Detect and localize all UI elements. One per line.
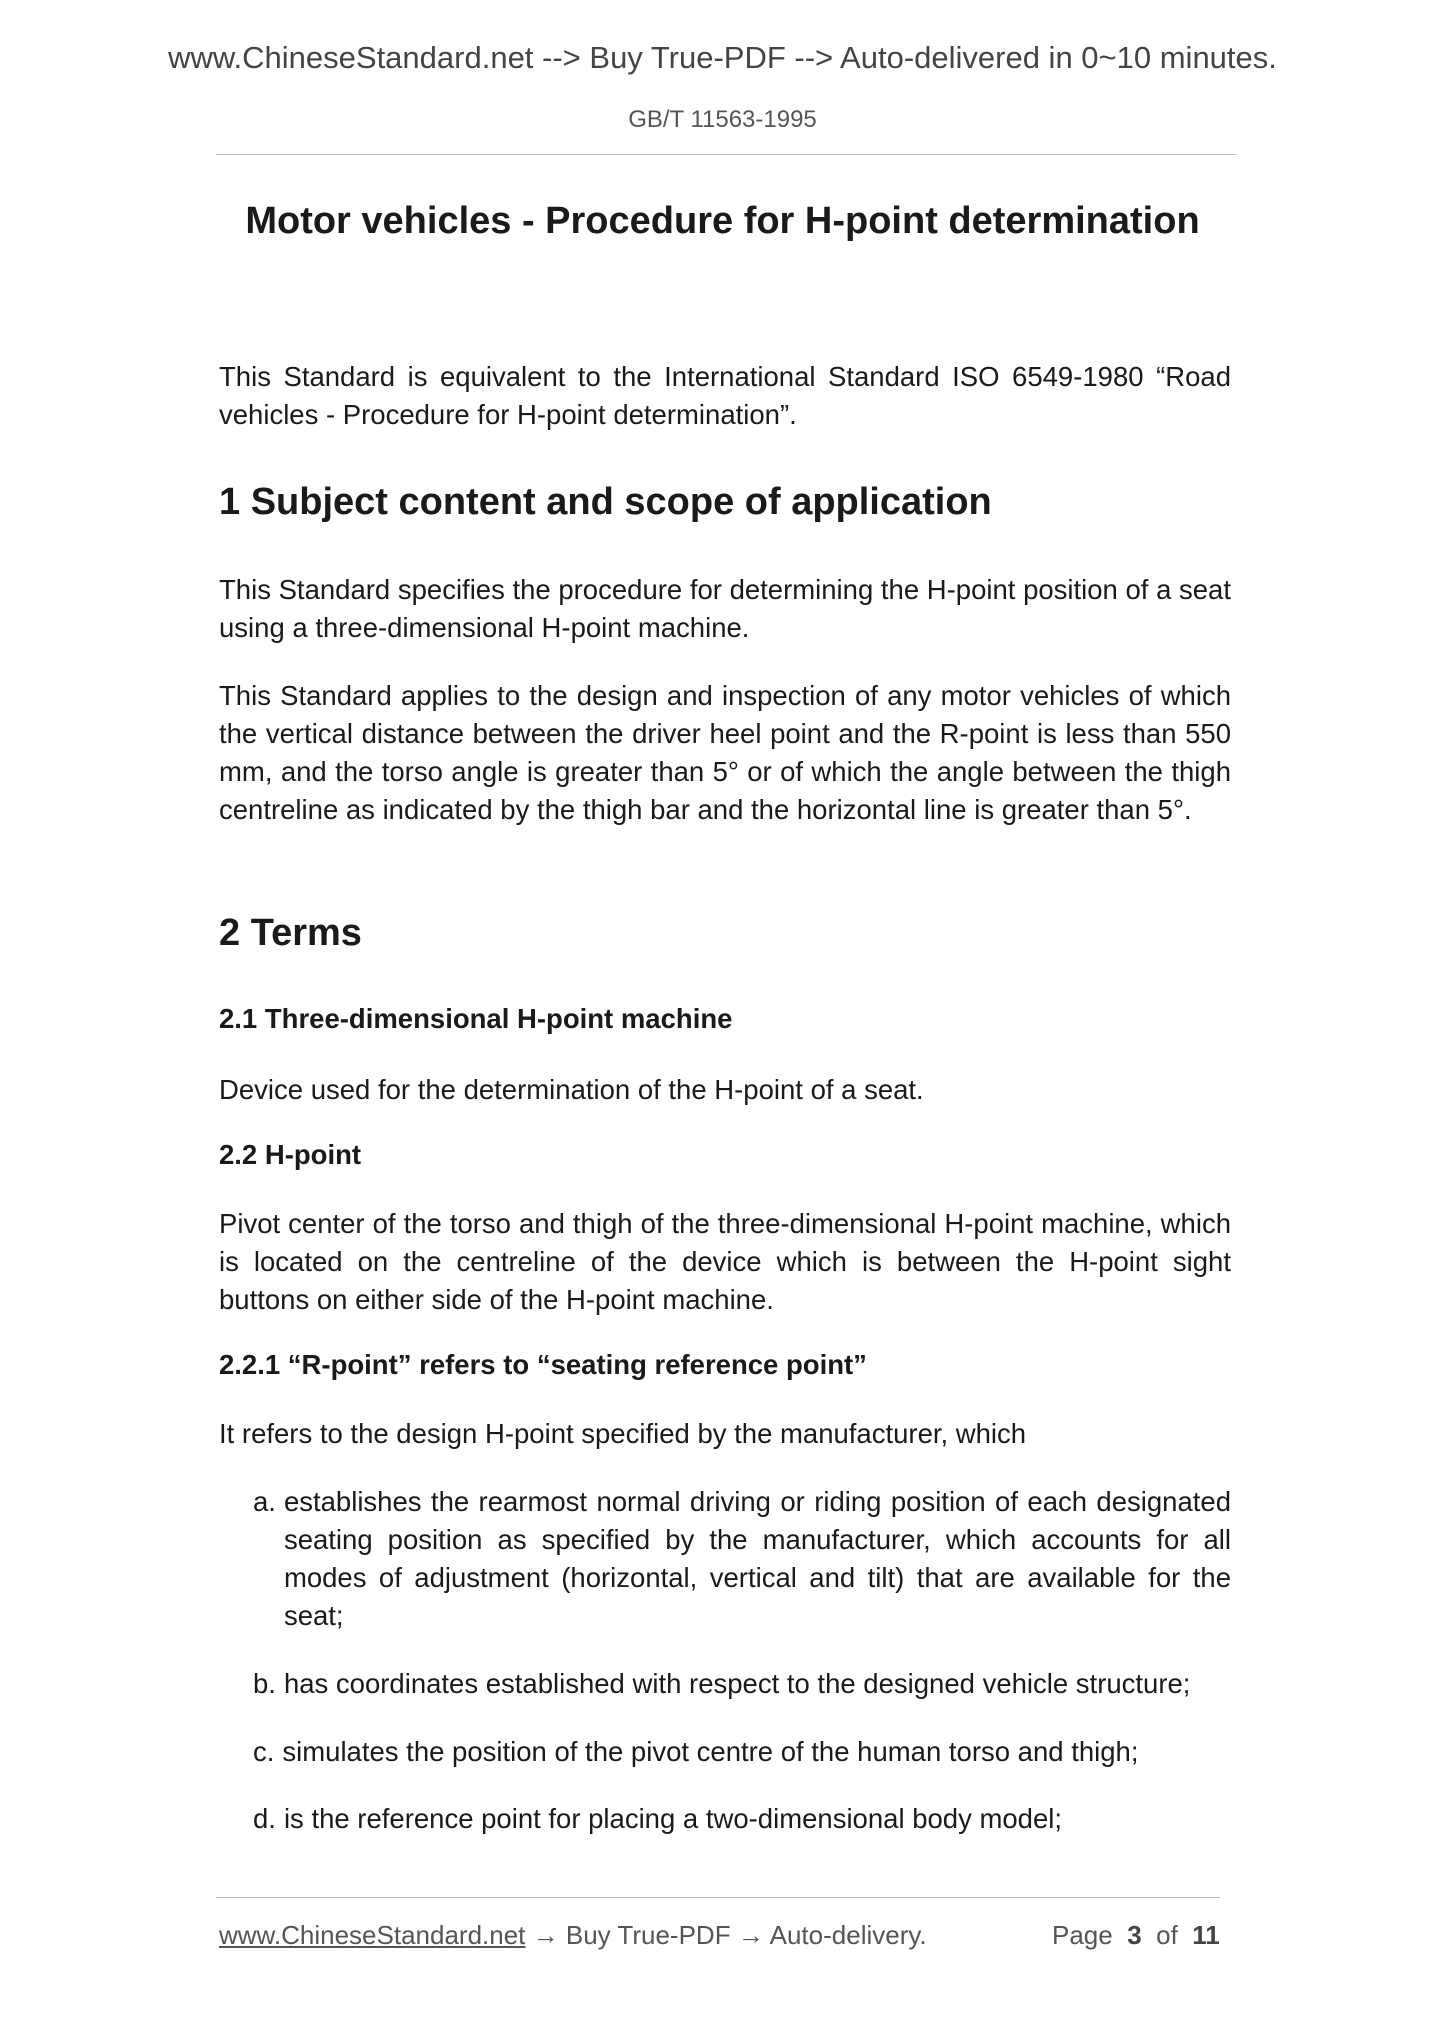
list-marker: c. — [253, 1736, 275, 1767]
list-item — [253, 1800, 1231, 1838]
section-2-2-1-text: It refers to the design H-point specified by the manufacturer, which — [219, 1418, 1027, 1449]
of-label: of — [1156, 1920, 1178, 1950]
footer-site-link[interactable]: www.ChineseStandard.net — [219, 1920, 526, 1950]
section-1-heading: 1 Subject content and scope of application — [219, 481, 992, 523]
section-1-paragraph-1: This Standard specifies the procedure for determining the H-point position of a seat using a three-dimensional H-point machine. — [219, 574, 1231, 643]
list-item-text: simulates the position of the pivot centre of the human torso and thigh; — [282, 1736, 1139, 1767]
page-label: Page — [1052, 1920, 1113, 1950]
header-divider — [216, 154, 1236, 155]
section-2-2-heading: 2.2 H-point — [219, 1139, 362, 1170]
arrow-right-icon: → — [737, 1920, 764, 1950]
footer-delivery-text: Auto-delivery. — [769, 1920, 927, 1950]
page-title: Motor vehicles - Procedure for H-point determination — [245, 200, 1200, 242]
arrow-right-icon: → — [532, 1920, 559, 1950]
section-2-2-text: Pivot center of the torso and thigh of the three-dimensional H-point machine, which is located on the centreline of the device which is between the H-point sight buttons on either side of the H-point machine. — [219, 1208, 1231, 1315]
page-total: 11 — [1192, 1920, 1220, 1950]
page-number: 3 — [1127, 1920, 1142, 1950]
page-counter — [1052, 1920, 1220, 1951]
section-2-1-heading: 2.1 Three-dimensional H-point machine — [219, 1003, 733, 1034]
list-item — [253, 1483, 1231, 1635]
section-2-heading: 2 Terms — [219, 912, 362, 954]
list-item-text: establishes the rearmost normal driving or riding position of each designated seating position as specified by the manufacturer, which accounts for all modes of adjustment (horizontal, vertical and tilt) that are available for the seat; — [283, 1486, 1231, 1631]
list-item — [253, 1665, 1231, 1703]
list-marker: b. — [253, 1668, 276, 1699]
footer-divider — [216, 1897, 1220, 1898]
list-item-text: has coordinates established with respect to the designed vehicle structure; — [283, 1668, 1191, 1699]
top-banner: www.ChineseStandard.net --> Buy True-PDF --> Auto-delivered in 0~10 minutes. — [168, 40, 1277, 75]
list-marker: a. — [253, 1486, 276, 1517]
section-2-1-text: Device used for the determination of the H-point of a seat. — [219, 1074, 924, 1105]
section-2-2-1-heading: 2.2.1 “R-point” refers to “seating reference point” — [219, 1349, 867, 1380]
section-1-paragraph-2: This Standard applies to the design and inspection of any motor vehicles of which the vertical distance between the driver heel point and the R-point is less than 550 mm, and the torso angle is greater than 5° or of which the angle between the thigh centreline as indicated by the thigh bar and the horizontal line is greater than 5°. — [219, 680, 1231, 825]
list-marker: d. — [253, 1803, 276, 1834]
list-item — [253, 1733, 1231, 1771]
footer-links — [219, 1920, 927, 1951]
list-item-text: is the reference point for placing a two-dimensional body model; — [283, 1803, 1063, 1834]
footer-buy-text: Buy True-PDF — [565, 1920, 731, 1950]
standard-code: GB/T 11563-1995 — [628, 106, 817, 133]
intro-paragraph: This Standard is equivalent to the International Standard ISO 6549-1980 “Road vehicles - Procedure for H-point determination”. — [219, 361, 1231, 430]
